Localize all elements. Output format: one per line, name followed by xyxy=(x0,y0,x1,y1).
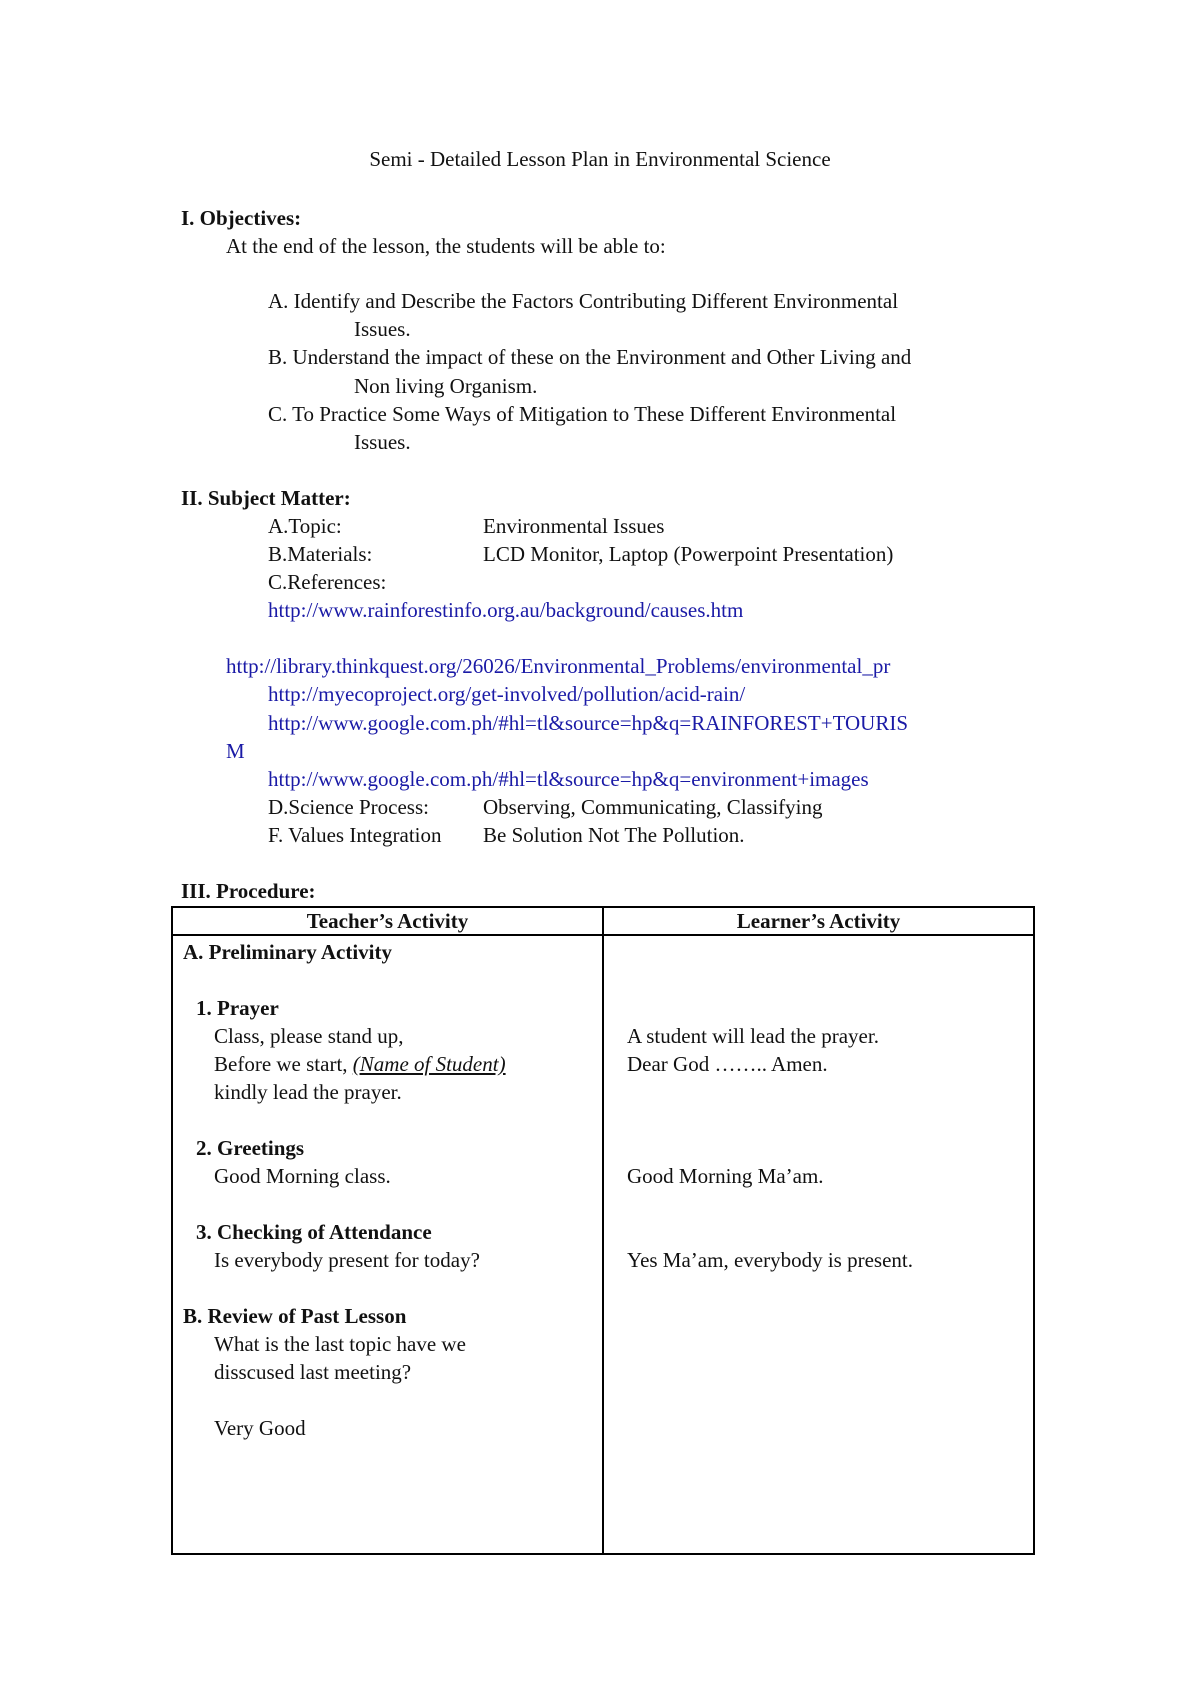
objectives-heading: I. Objectives: xyxy=(181,206,302,230)
reference-link-4[interactable]: http://www.google.com.ph/#hl=tl&source=hp&q=RAINFOREST+TOURIS xyxy=(268,711,909,735)
learner-prayer-line-2: Dear God …….. Amen. xyxy=(627,1052,828,1076)
prayer-line-1: Class, please stand up, xyxy=(214,1024,404,1048)
reference-link-1[interactable]: http://www.rainforestinfo.org.au/background/causes.htm xyxy=(268,598,744,622)
review-line-3: Very Good xyxy=(214,1416,306,1440)
teacher-activity-header: Teacher’s Activity xyxy=(172,907,603,935)
subject-matter-heading: II. Subject Matter: xyxy=(181,486,351,510)
reference-link-3[interactable]: http://myecoproject.org/get-involved/pollution/acid-rain/ xyxy=(268,682,746,706)
references-label: C.References: xyxy=(268,570,387,594)
prayer-line-2 xyxy=(214,1050,506,1078)
learner-activity-header: Learner’s Activity xyxy=(603,907,1034,935)
science-process-label: D.Science Process: xyxy=(268,795,429,819)
learner-greetings-line: Good Morning Ma’am. xyxy=(627,1164,824,1188)
prayer-line-3: kindly lead the prayer. xyxy=(214,1080,402,1104)
procedure-heading: III. Procedure: xyxy=(181,879,316,903)
values-integration-value: Be Solution Not The Pollution. xyxy=(483,823,745,847)
objective-a-line2: Issues. xyxy=(354,317,411,341)
learner-attendance-line: Yes Ma’am, everybody is present. xyxy=(627,1248,913,1272)
prayer-line-2-text: Before we start, xyxy=(214,1052,353,1076)
table-header-row xyxy=(172,907,1034,935)
greetings-heading: 2. Greetings xyxy=(196,1136,305,1160)
reference-link-2[interactable]: http://library.thinkquest.org/26026/Environmental_Problems/environmental_pr xyxy=(226,654,891,678)
learner-activity-cell xyxy=(603,935,1034,1554)
values-integration-label: F. Values Integration xyxy=(268,823,442,847)
reference-link-5[interactable]: http://www.google.com.ph/#hl=tl&source=hp&q=environment+images xyxy=(268,767,869,791)
prayer-heading: 1. Prayer xyxy=(196,996,279,1020)
procedure-table xyxy=(171,906,1035,1555)
objective-b-line2: Non living Organism. xyxy=(354,374,538,398)
greetings-line: Good Morning class. xyxy=(214,1164,391,1188)
student-name-placeholder: (Name of Student) xyxy=(352,1052,506,1076)
attendance-heading: 3. Checking of Attendance xyxy=(196,1220,432,1244)
topic-label: A.Topic: xyxy=(268,514,342,538)
review-heading: B. Review of Past Lesson xyxy=(183,1304,407,1328)
teacher-activity-cell xyxy=(172,935,603,1554)
materials-value: LCD Monitor, Laptop (Powerpoint Presentation) xyxy=(483,542,894,566)
reference-link-4-cont[interactable]: M xyxy=(226,739,245,763)
page-title: Semi - Detailed Lesson Plan in Environmental Science xyxy=(369,147,831,171)
review-line-2: disscused last meeting? xyxy=(214,1360,412,1384)
materials-label: B.Materials: xyxy=(268,542,373,566)
preliminary-activity-heading: A. Preliminary Activity xyxy=(183,940,392,964)
objective-c-line1: C. To Practice Some Ways of Mitigation to These Different Environmental xyxy=(268,402,897,426)
review-line-1: What is the last topic have we xyxy=(214,1332,466,1356)
objective-c-line2: Issues. xyxy=(354,430,411,454)
topic-value: Environmental Issues xyxy=(483,514,665,538)
learner-prayer-line-1: A student will lead the prayer. xyxy=(627,1024,879,1048)
table-row xyxy=(172,935,1034,1554)
objective-b-line1: B. Understand the impact of these on the Environment and Other Living and xyxy=(268,345,912,369)
attendance-line: Is everybody present for today? xyxy=(214,1248,480,1272)
science-process-value: Observing, Communicating, Classifying xyxy=(483,795,823,819)
objectives-intro: At the end of the lesson, the students will be able to: xyxy=(226,234,666,258)
objective-a-line1: A. Identify and Describe the Factors Contributing Different Environmental xyxy=(268,289,899,313)
